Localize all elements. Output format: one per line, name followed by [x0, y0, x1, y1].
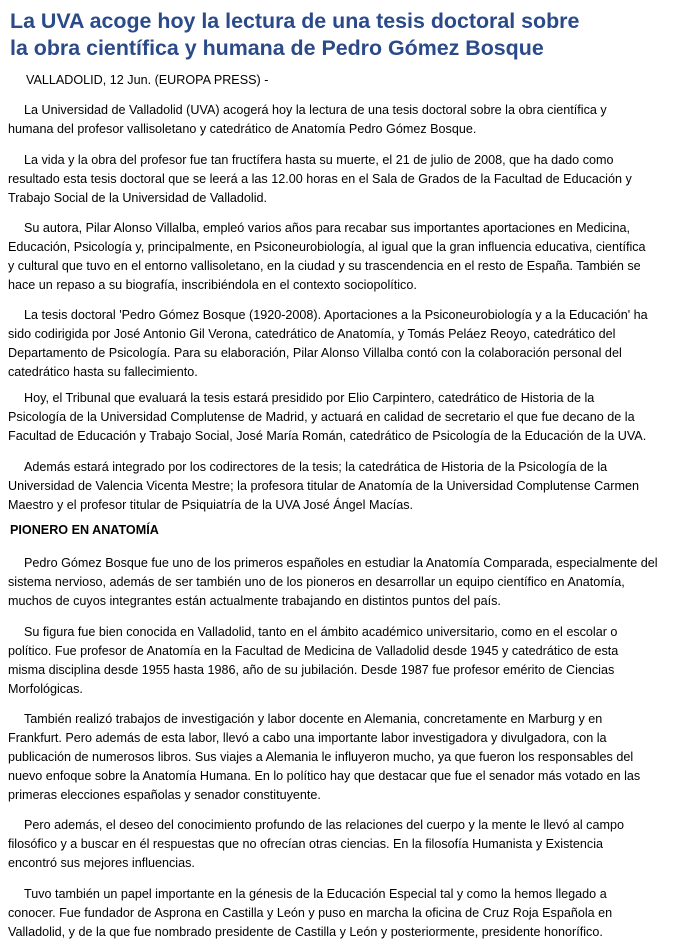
paragraph-line: Psicología de la Universidad Complutense de Madrid, y actuará en calidad de secretario el que fue decano de la [8, 410, 635, 424]
paragraph-line: sido codirigida por José Antonio Gil Verona, catedrático de Anatomía, y Tomás Peláez Reoyo, catedrático del [8, 327, 616, 341]
paragraph-line: catedrático hasta su fallecimiento. [8, 365, 198, 379]
paragraph-line: Educación, Psicología y, principalmente, en Psiconeurobiología, al igual que la gran influencia educativa, científica [8, 240, 646, 254]
paragraph-line: muchos de cuyos integrantes están actualmente trabajando en distintos puntos del país. [8, 594, 501, 608]
paragraph-line: encontró sus mejores influencias. [8, 856, 195, 870]
paragraph-line: La Universidad de Valladolid (UVA) acogerá hoy la lectura de una tesis doctoral sobre la obra científica y [24, 103, 607, 117]
paragraph-line: Trabajo Social de la Universidad de Valladolid. [8, 191, 268, 205]
article-dateline: VALLADOLID, 12 Jun. (EUROPA PRESS) - [26, 73, 269, 87]
paragraph-line: Pero además, el deseo del conocimiento profundo de las relaciones del cuerpo y la mente le llevó al campo [24, 818, 624, 832]
paragraph-line: humana del profesor vallisoletano y catedrático de Anatomía Pedro Gómez Bosque. [8, 122, 477, 136]
paragraph-line: nuevo enfoque sobre la Anatomía Humana. En lo político hay que destacar que fue el senador más votado en las [8, 769, 641, 783]
headline-line: La UVA acoge hoy la lectura de una tesis doctoral sobre [10, 9, 580, 33]
headline-line: la obra científica y humana de Pedro Gómez Bosque [10, 36, 544, 60]
paragraph-line: conocer. Fue fundador de Asprona en Castilla y León y puso en marcha la oficina de Cruz Roja Española en [8, 906, 613, 920]
paragraph-line: Además estará integrado por los codirectores de la tesis; la catedrática de Historia de la Psicología de la [24, 460, 608, 474]
paragraph-line: Departamento de Psicología. Para su elaboración, Pilar Alonso Villalba contó con la colaboración personal del [8, 346, 622, 360]
paragraph-line: misma disciplina desde 1955 hasta 1986, año de su jubilación. Desde 1987 fue profesor emérito de Ciencias [8, 663, 615, 677]
paragraph-line: político. Fue profesor de Anatomía en la Facultad de Medicina de Valladolid desde 1945 y catedrático de esta [8, 644, 619, 658]
paragraph-line: Morfológicas. [8, 682, 83, 696]
paragraph-line: sistema nervioso, además de ser también uno de los pioneros en desarrollar un equipo científico en Anatomía, [8, 575, 625, 589]
paragraph-line: La vida y la obra del profesor fue tan fructífera hasta su muerte, el 21 de julio de 2008, que ha dado como [24, 153, 614, 167]
paragraph-line: hace un repaso a su biografía, inscribiéndola en el contexto sociopolítico. [8, 278, 417, 292]
section-heading: PIONERO EN ANATOMÍA [10, 523, 159, 537]
paragraph-line: Frankfurt. Pero además de esta labor, llevó a cabo una importante labor investigadora y divulgadora, con la [8, 731, 607, 745]
paragraph-line: Pedro Gómez Bosque fue uno de los primeros españoles en estudiar la Anatomía Comparada, especialmente del [24, 556, 658, 570]
paragraph-line: Valladolid, y de la que fue nombrado presidente de Castilla y León y posteriormente, presidente honorífico. [8, 925, 603, 939]
paragraph-line: Facultad de Educación y Trabajo Social, José María Román, catedrático de Psicología de la Educación de la UVA. [8, 429, 647, 443]
paragraph-line: resultado esta tesis doctoral que se leerá a las 12.00 horas en el Sala de Grados de la Facultad de Educación y [8, 172, 632, 186]
paragraph-line: Maestro y el profesor titular de Psiquiatría de la UVA José Ángel Macías. [8, 498, 414, 512]
paragraph-line: Su autora, Pilar Alonso Villalba, empleó varios años para recabar sus importantes aportaciones en Medicina, [24, 221, 631, 235]
paragraph-line: publicación de numerosos libros. Sus viajes a Alemania le influyeron mucho, ya que fueron los responsables del [8, 750, 634, 764]
paragraph-line: filosófico y a buscar en él respuestas que no ofrecían otras ciencias. En la filosofía Humanista y Existencia [8, 837, 604, 851]
paragraph-line: y cultural que tuvo en el entorno vallisoletano, en la ciudad y su trascendencia en el resto de España. También se [8, 259, 641, 273]
paragraph-line: Su figura fue bien conocida en Valladolid, tanto en el ámbito académico universitario, como en el escolar o [24, 625, 618, 639]
paragraph-line: primeras elecciones españolas y senador constituyente. [8, 788, 321, 802]
paragraph-line: Hoy, el Tribunal que evaluará la tesis estará presidido por Elio Carpintero, catedrático de Historia de la [24, 391, 595, 405]
article-headline [10, 8, 682, 62]
paragraph-line: Tuvo también un papel importante en la génesis de la Educación Especial tal y como la hemos llegado a [24, 887, 607, 901]
paragraph-line: Universidad de Valencia Vicenta Mestre; la profesora titular de Anatomía de la Universidad Complutense Carmen [8, 479, 639, 493]
paragraph-line: También realizó trabajos de investigación y labor docente en Alemania, concretamente en Marburg y en [24, 712, 603, 726]
paragraph-line: La tesis doctoral 'Pedro Gómez Bosque (1920-2008). Aportaciones a la Psiconeurobiología y a la Educación' ha [24, 308, 648, 322]
